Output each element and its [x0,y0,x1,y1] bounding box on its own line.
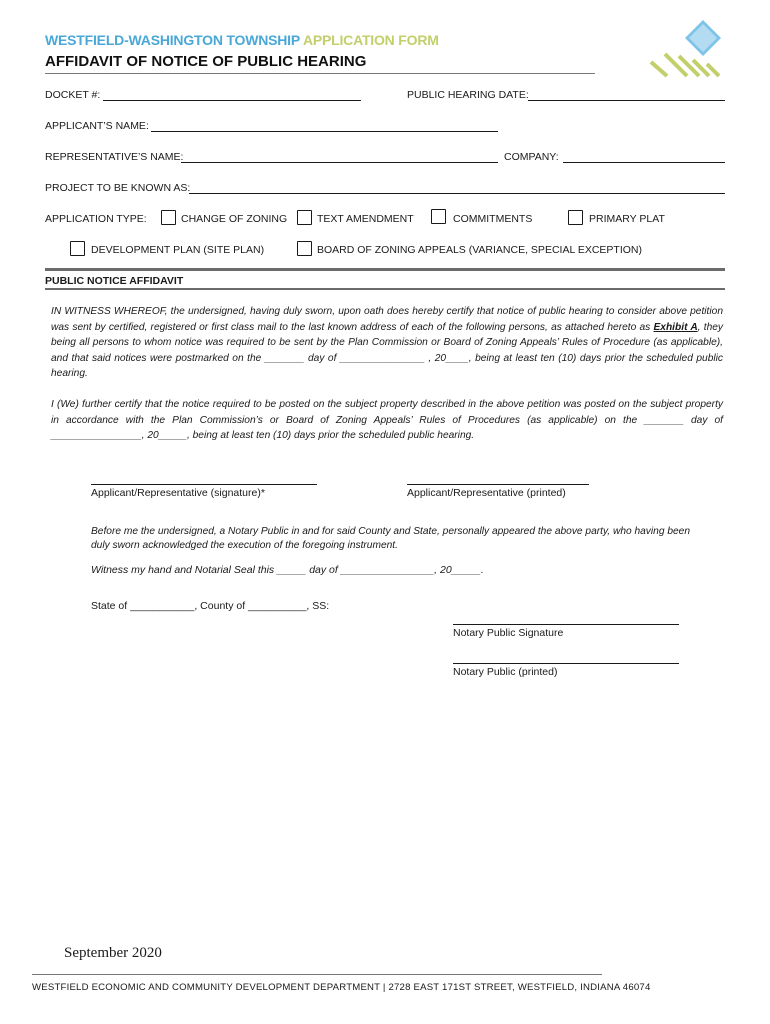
development-plan-label: DEVELOPMENT PLAN (SITE PLAN) [91,244,265,256]
primary-plat-label: PRIMARY PLAT [589,213,665,225]
revision-date: September 2020 [64,945,162,961]
applicant-printed-label: Applicant/Representative (printed) [407,487,566,499]
exhibit-a-reference: Exhibit A [653,321,698,333]
applicant-name-label: APPLICANT’S NAME: [45,120,149,132]
org-name: WESTFIELD-WASHINGTON TOWNSHIP [45,32,300,48]
state-county-line: State of ___________, County of __________, SS: [91,600,330,612]
text-amendment-label: TEXT AMENDMENT [317,213,414,225]
primary-plat-checkbox[interactable] [568,210,583,225]
bza-label: BOARD OF ZONING APPEALS (VARIANCE, SPECIAL EXCEPTION) [317,244,642,256]
project-name-field[interactable] [189,193,725,194]
section-title: PUBLIC NOTICE AFFIDAVIT [45,275,184,287]
applicant-signature-line[interactable] [91,484,317,485]
company-field[interactable] [563,162,725,163]
hearing-date-label: PUBLIC HEARING DATE: [407,89,529,101]
change-zoning-checkbox[interactable] [161,210,176,225]
development-plan-checkbox[interactable] [70,241,85,256]
form-label: APPLICATION FORM [302,32,439,48]
commitments-label: COMMITMENTS [453,213,533,225]
witness-paragraph [51,304,723,382]
applicant-printed-line[interactable] [407,484,589,485]
posting-certification-paragraph: I (We) further certify that the notice required to be posted on the subject property described in the above petition was posted on the subject property in accordance with the Plan Commission’s or Board of Zoning Appeals’ Rules of Procedures (as applicable) on the _______ day of ________________, 20_____, being at least ten (10) days prior the scheduled public hearing. [51,399,723,441]
witness-paragraph-end: , they being all persons to whom notice was required to be sent by the Plan Commission or Board of Zoning Appeals’ Rules of Procedure (as applicable), and that said notices were postmarked on the _______ day of _______________ , 20____, being at least ten (10) days prior the scheduled public hearing. [51,321,723,379]
applicant-name-field[interactable] [151,131,498,132]
form-title: AFFIDAVIT OF NOTICE OF PUBLIC HEARING [45,53,367,70]
form-header-org [45,32,439,48]
text-amendment-checkbox[interactable] [297,210,312,225]
witness-seal-line: Witness my hand and Notarial Seal this _____ day of ________________, 20_____. [91,564,484,576]
representative-name-field[interactable] [181,162,498,163]
section-divider-bottom [45,288,725,290]
witness-paragraph-start: IN WITNESS WHEREOF, the undersigned, having duly sworn, upon oath does hereby certify that notice of public hearing to consider above petition was sent by certified, registered or first class mail to the last known address of each of the following persons, as attached hereto as [51,306,723,333]
commitments-checkbox[interactable] [431,209,446,224]
footer-divider [32,974,602,975]
hearing-date-field[interactable] [528,100,725,101]
company-label: COMPANY: [504,151,559,163]
footer-address: WESTFIELD ECONOMIC AND COMMUNITY DEVELOPMENT DEPARTMENT | 2728 EAST 171ST STREET, WESTFIELD, INDIANA 46074 [32,982,651,993]
project-name-label: PROJECT TO BE KNOWN AS: [45,182,191,194]
westfield-logo-icon [645,18,727,78]
application-type-label: APPLICATION TYPE: [45,213,147,225]
notary-printed-line[interactable] [453,663,679,664]
header-divider [45,73,595,74]
section-divider-top [45,268,725,271]
applicant-signature-label: Applicant/Representative (signature)* [91,487,265,499]
notary-statement: Before me the undersigned, a Notary Public in and for said County and State, personally appeared the above party, who having been duly sworn acknowledged the execution of the foregoing instrument. [91,526,690,551]
notary-signature-label: Notary Public Signature [453,627,564,639]
docket-label: DOCKET #: [45,89,101,101]
representative-name-label: REPRESENTATIVE’S NAME: [45,151,184,163]
change-zoning-label: CHANGE OF ZONING [181,213,288,225]
notary-printed-label: Notary Public (printed) [453,666,558,678]
bza-checkbox[interactable] [297,241,312,256]
docket-field[interactable] [103,100,361,101]
notary-signature-line[interactable] [453,624,679,625]
